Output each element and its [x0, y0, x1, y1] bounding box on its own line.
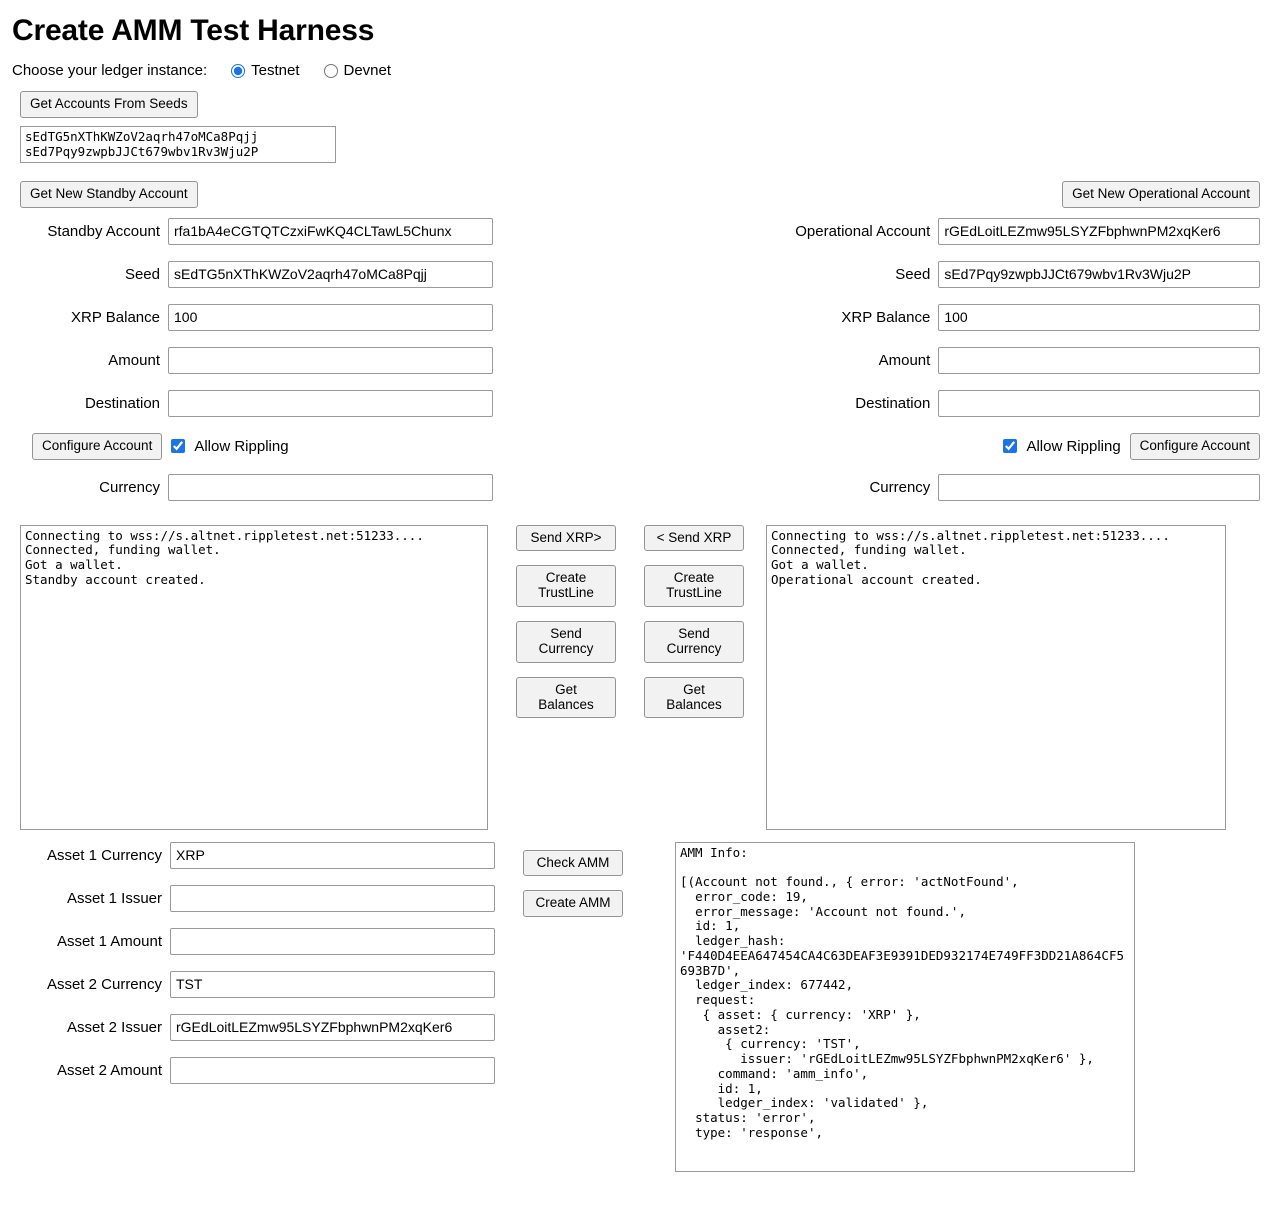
- send-xrp-left-button[interactable]: < Send XRP: [644, 525, 744, 552]
- operational-currency-input[interactable]: [938, 474, 1260, 501]
- standby-seed-input[interactable]: [168, 261, 493, 288]
- standby-destination-label: Destination: [84, 394, 160, 412]
- asset2-amount-label: Asset 2 Amount: [56, 1061, 162, 1079]
- ledger-option-testnet[interactable]: [231, 62, 299, 79]
- operational-currency-row: [772, 474, 1260, 501]
- standby-amount-row: [20, 347, 508, 374]
- standby-column: [20, 181, 508, 517]
- amm-info-textarea[interactable]: [675, 842, 1135, 1172]
- operational-seed-label: Seed: [895, 265, 931, 283]
- asset1-currency-input[interactable]: [170, 842, 495, 869]
- operational-account-row: [772, 218, 1260, 245]
- get-new-operational-account-button[interactable]: Get New Operational Account: [1062, 181, 1260, 208]
- ledger-instance-label: Choose your ledger instance:: [12, 62, 208, 79]
- standby-xrp-balance-row: [20, 304, 508, 331]
- standby-currency-row: [20, 474, 508, 501]
- standby-xrp-balance-input[interactable]: [168, 304, 493, 331]
- operational-actions-column: [644, 525, 744, 719]
- standby-create-trustline-button[interactable]: Create TrustLine: [516, 565, 616, 607]
- operational-create-trustline-button[interactable]: Create TrustLine: [644, 565, 744, 607]
- asset1-currency-row: [20, 842, 495, 869]
- operational-top-button-wrap: [772, 181, 1260, 208]
- create-amm-button[interactable]: Create AMM: [523, 890, 623, 917]
- asset1-amount-row: [20, 928, 495, 955]
- standby-get-balances-button[interactable]: Get Balances: [516, 677, 616, 719]
- operational-account-input[interactable]: [938, 218, 1260, 245]
- asset2-amount-row: [20, 1057, 495, 1084]
- operational-seed-row: [772, 261, 1260, 288]
- asset1-issuer-row: [20, 885, 495, 912]
- standby-log-textarea[interactable]: [20, 525, 488, 830]
- standby-configure-account-button[interactable]: Configure Account: [32, 433, 162, 460]
- standby-destination-row: [20, 390, 508, 417]
- logs-section: [10, 525, 1267, 830]
- amm-info-wrap: [675, 842, 1135, 1172]
- asset2-issuer-label: Asset 2 Issuer: [66, 1018, 162, 1036]
- operational-column: [772, 181, 1260, 517]
- standby-xrp-balance-label: XRP Balance: [71, 308, 160, 326]
- asset1-issuer-label: Asset 1 Issuer: [66, 889, 162, 907]
- operational-configure-row: [772, 433, 1260, 460]
- radio-devnet[interactable]: [324, 64, 338, 78]
- operational-allow-rippling-checkbox[interactable]: [1003, 439, 1017, 453]
- standby-amount-label: Amount: [108, 351, 160, 369]
- operational-amount-input[interactable]: [938, 347, 1260, 374]
- operational-amount-label: Amount: [878, 351, 931, 369]
- get-new-standby-account-button[interactable]: Get New Standby Account: [20, 181, 198, 208]
- standby-send-currency-button[interactable]: Send Currency: [516, 621, 616, 663]
- standby-destination-input[interactable]: [168, 390, 493, 417]
- standby-top-button-wrap: [20, 181, 508, 208]
- standby-currency-input[interactable]: [168, 474, 493, 501]
- standby-seed-label: Seed: [124, 265, 160, 283]
- get-accounts-from-seeds-button[interactable]: Get Accounts From Seeds: [20, 91, 198, 118]
- asset1-amount-label: Asset 1 Amount: [56, 932, 162, 950]
- standby-actions-column: [516, 525, 616, 719]
- asset2-issuer-input[interactable]: [170, 1014, 495, 1041]
- get-accounts-from-seeds-wrap: [20, 91, 1267, 118]
- seeds-textarea[interactable]: [20, 126, 336, 163]
- operational-allow-rippling-label: Allow Rippling: [1026, 437, 1121, 455]
- amm-fields-column: [20, 842, 495, 1100]
- operational-currency-label: Currency: [869, 478, 931, 496]
- asset1-currency-label: Asset 1 Currency: [46, 846, 162, 864]
- operational-destination-row: [772, 390, 1260, 417]
- standby-seed-row: [20, 261, 508, 288]
- asset1-amount-input[interactable]: [170, 928, 495, 955]
- asset1-issuer-input[interactable]: [170, 885, 495, 912]
- operational-xrp-balance-label: XRP Balance: [841, 308, 931, 326]
- operational-account-label: Operational Account: [795, 222, 931, 240]
- send-xrp-right-button[interactable]: Send XRP>: [516, 525, 616, 552]
- ledger-instance-row: [12, 62, 1267, 79]
- operational-send-currency-button[interactable]: Send Currency: [644, 621, 744, 663]
- asset2-amount-input[interactable]: [170, 1057, 495, 1084]
- operational-xrp-balance-input[interactable]: [938, 304, 1260, 331]
- asset2-currency-row: [20, 971, 495, 998]
- radio-devnet-label: Devnet: [343, 62, 392, 79]
- standby-account-label: Standby Account: [47, 222, 160, 240]
- standby-account-row: [20, 218, 508, 245]
- asset2-currency-input[interactable]: [170, 971, 495, 998]
- operational-configure-account-button[interactable]: Configure Account: [1130, 433, 1260, 460]
- check-amm-button[interactable]: Check AMM: [523, 850, 623, 877]
- ledger-option-devnet[interactable]: [324, 62, 392, 79]
- accounts-section: [10, 181, 1267, 517]
- asset2-currency-label: Asset 2 Currency: [46, 975, 162, 993]
- standby-currency-label: Currency: [99, 478, 160, 496]
- standby-allow-rippling-checkbox[interactable]: [171, 439, 185, 453]
- standby-account-input[interactable]: [168, 218, 493, 245]
- transfer-buttons-group: [516, 525, 744, 719]
- radio-testnet[interactable]: [231, 64, 245, 78]
- asset2-issuer-row: [20, 1014, 495, 1041]
- operational-destination-input[interactable]: [938, 390, 1260, 417]
- operational-xrp-balance-row: [772, 304, 1260, 331]
- standby-allow-rippling-label: Allow Rippling: [194, 437, 289, 455]
- operational-log-textarea[interactable]: [766, 525, 1226, 830]
- amm-buttons-column: [523, 850, 623, 918]
- operational-seed-input[interactable]: [938, 261, 1260, 288]
- operational-amount-row: [772, 347, 1260, 374]
- operational-destination-label: Destination: [855, 394, 931, 412]
- amm-section: [10, 842, 1267, 1172]
- standby-configure-row: [32, 433, 508, 460]
- radio-testnet-label: Testnet: [251, 62, 300, 79]
- standby-amount-input[interactable]: [168, 347, 493, 374]
- page-title: Create AMM Test Harness: [12, 14, 375, 47]
- operational-get-balances-button[interactable]: Get Balances: [644, 677, 744, 719]
